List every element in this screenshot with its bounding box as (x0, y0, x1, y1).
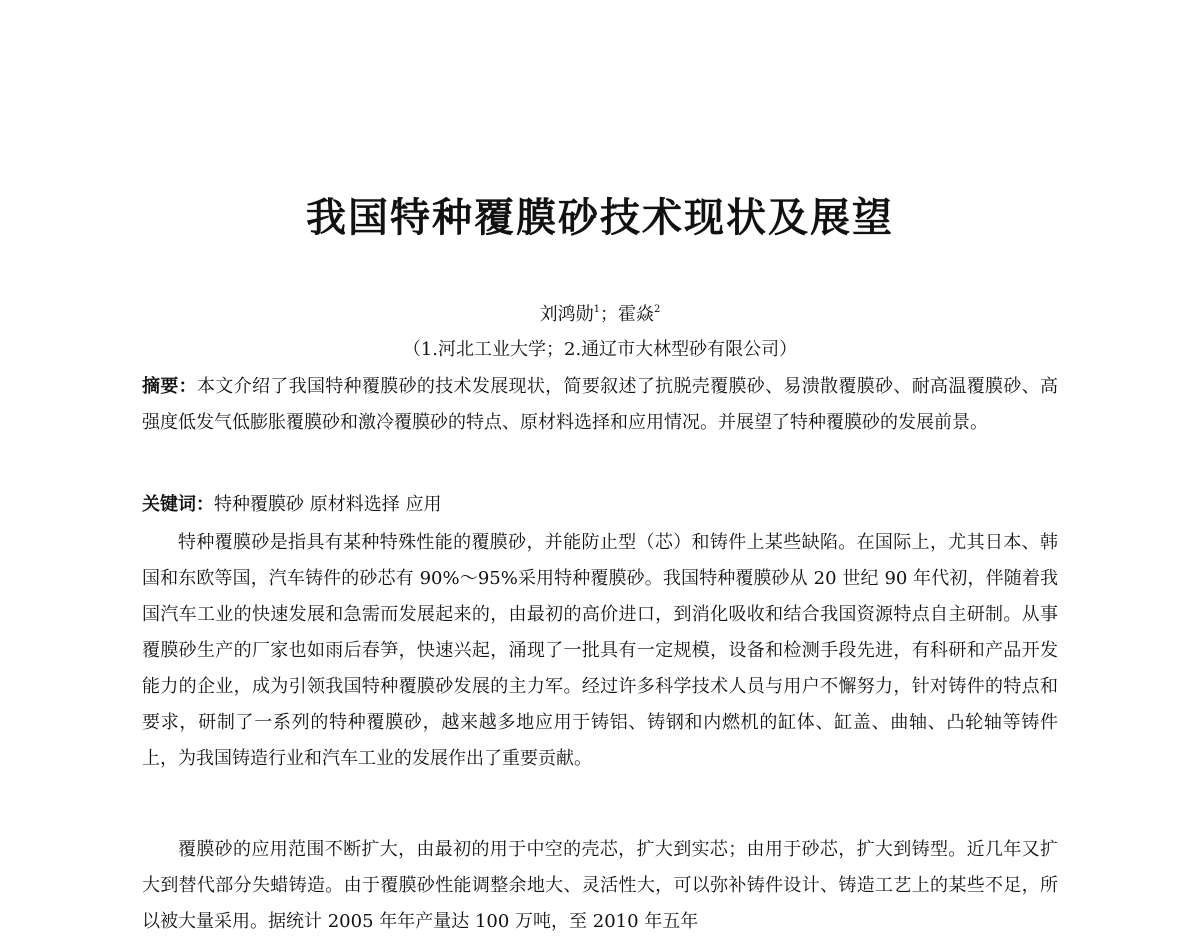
abstract-label: 摘要： (142, 376, 197, 397)
paper-title: 我国特种覆膜砂技术现状及展望 (306, 195, 894, 241)
abstract-text: 本文介绍了我国特种覆膜砂的技术发展现状，简要叙述了抗脱壳覆膜砂、易溃散覆膜砂、耐高温覆膜砂、高强度低发气低膨胀覆膜砂和激冷覆膜砂的特点、原材料选择和应用情况。并展望了特种覆膜砂的发展前景。 (142, 376, 1058, 433)
author-name: 刘鸿勋 (539, 304, 594, 325)
affiliations-line: （1.河北工业大学；2.通辽市大林型砂有限公司） (402, 339, 798, 360)
body-paragraph: 特种覆膜砂是指具有某种特殊性能的覆膜砂，并能防止型（芯）和铸件上某些缺陷。在国际上，尤其日本、韩国和东欧等国，汽车铸件的砂芯有 90%～95%采用特种覆膜砂。我国特种覆膜砂从 20 世纪 90 年代初，伴随着我国汽车工业的快速发展和急需而发展起来的，由最初的高价进口，到消化吸收和结合我国资源特点自主研制。从事覆膜砂生产的厂家也如雨后春笋，快速兴起，涌现了一批具有一定规模，设备和检测手段先进，有科研和产品开发能力的企业，成为引领我国特种覆膜砂发展的主力军。经过许多科学技术人员与用户不懈努力，针对铸件的特点和要求，研制了一系列的特种覆膜砂，越来越多地应用于铸铝、铸钢和内燃机的缸体、缸盖、曲轴、凸轮轴等铸件上，为我国铸造行业和汽车工业的发展作出了重要贡献。 (142, 532, 1058, 769)
keywords-text: 特种覆膜砂 原材料选择 应用 (214, 494, 442, 515)
author-separator: ； (600, 304, 618, 325)
affiliation-marker: 2 (654, 304, 661, 315)
affiliation-marker: 1 (593, 304, 600, 315)
author-name: 霍焱 (618, 304, 654, 325)
keywords (142, 487, 1058, 523)
abstract (142, 369, 1058, 441)
keywords-label: 关键词： (142, 494, 214, 515)
body-paragraph: 覆膜砂的应用范围不断扩大，由最初的用于中空的壳芯，扩大到实芯；由用于砂芯，扩大到铸型。近几年又扩大到替代部分失蜡铸造。由于覆膜砂性能调整余地大、灵活性大，可以弥补铸件设计、铸造工艺上的某些不足，所以被大量采用。据统计 2005 年年产量达 100 万吨，至 2010 年五年 (142, 839, 1058, 932)
authors-line (0, 296, 1200, 329)
